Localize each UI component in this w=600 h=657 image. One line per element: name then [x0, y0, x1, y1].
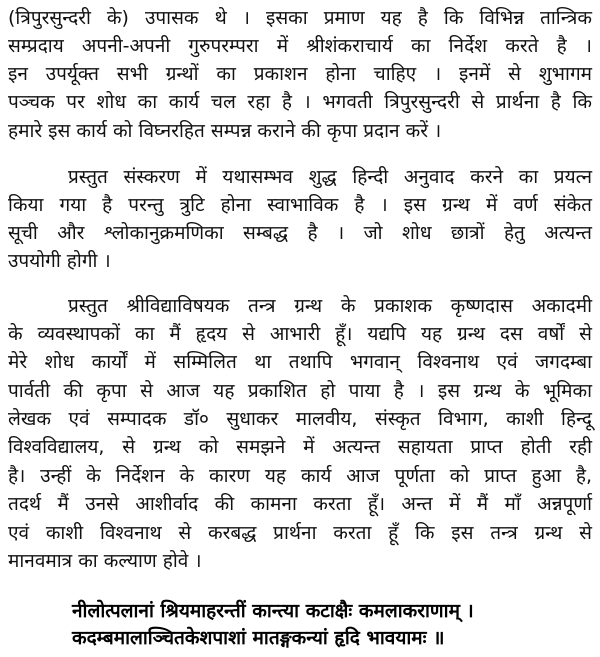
verse-line: नीलोत्पलानां श्रियमाहरन्तीं कान्त्या कटाक्षैः कमलाकराणाम् ।	[72, 600, 474, 622]
text-line: हमारे इस कार्य को विघ्नरहित सम्पन्न कराने की कृपा प्रदान करें ।	[8, 120, 442, 142]
text-line: सूची और श्लोकानुक्रमणिका सम्बद्ध है । जो शोध छात्रों हेतु अत्यन्त	[8, 222, 592, 244]
text-line: लेखक एवं सम्पादक डॉ० सुधाकर मालवीय, संस्कृत विभाग, काशी हिन्दू	[8, 408, 592, 430]
text-line: के व्यवस्थापकों का मैं हृदय से आभारी हूँ। यद्यपि यह ग्रन्थ दस वर्षों से	[8, 323, 592, 345]
text-line: इन उपर्यूक्त सभी ग्रन्थों का प्रकाशन होना चाहिए । इनमें से शुभागम	[8, 63, 592, 85]
text-line: है। उन्हीं के निर्देशन के कारण यह कार्य आज पूर्णता को प्राप्त हुआ है,	[8, 465, 592, 487]
text-line: विश्वविद्यालय, से ग्रन्थ को समझने में अत्यन्त सहायता प्राप्त होती रही	[8, 436, 592, 458]
text-line: (त्रिपुरसुन्दरी के) उपासक थे । इसका प्रमाण यह है कि विभिन्न तान्त्रिक	[8, 7, 592, 29]
text-line: पञ्चक पर शोध का कार्य चल रहा है । भगवती त्रिपुरसुन्दरी से प्रार्थना है कि	[8, 91, 592, 113]
text-line: मेरे शोध कार्यों में सम्मिलित था तथापि भगवान् विश्वनाथ एवं जगदम्बा	[8, 351, 592, 373]
text-line: सम्प्रदाय अपनी-अपनी गुरुपरम्परा में श्रीशंकराचार्य का निर्देश करते है ।	[8, 35, 592, 57]
text-line: मानवमात्र का कल्याण होवे ।	[8, 550, 202, 572]
text-line: एवं काशी विश्वनाथ से करबद्ध प्रार्थना करता हूँ कि इस तन्त्र ग्रन्थ से	[8, 522, 592, 544]
text-line: उपयोगी होगी ।	[8, 250, 111, 272]
text-line: पार्वती की कृपा से आज यह प्रकाशित हो पाया है । इस ग्रन्थ के भूमिका	[8, 380, 592, 402]
text-line: प्रस्तुत संस्करण में यथासम्भव शुद्ध हिन्दी अनुवाद करने का प्रयत्न	[68, 166, 592, 188]
text-line: किया गया है परन्तु त्रुटि होना स्वाभाविक है । इस ग्रन्थ में वर्ण संकेत	[8, 194, 592, 216]
verse-line: कदम्बमालाञ्चितकेशपाशां मातङ्गकन्यां हृदि भावयामः ॥	[72, 627, 445, 649]
text-line: प्रस्तुत श्रीविद्याविषयक तन्त्र ग्रन्थ के प्रकाशक कृष्णदास अकादमी	[68, 295, 592, 317]
text-line: तदर्थ मैं उनसे आशीर्वाद की कामना करता हूँ। अन्त में मैं माँ अन्नपूर्णा	[8, 493, 592, 515]
